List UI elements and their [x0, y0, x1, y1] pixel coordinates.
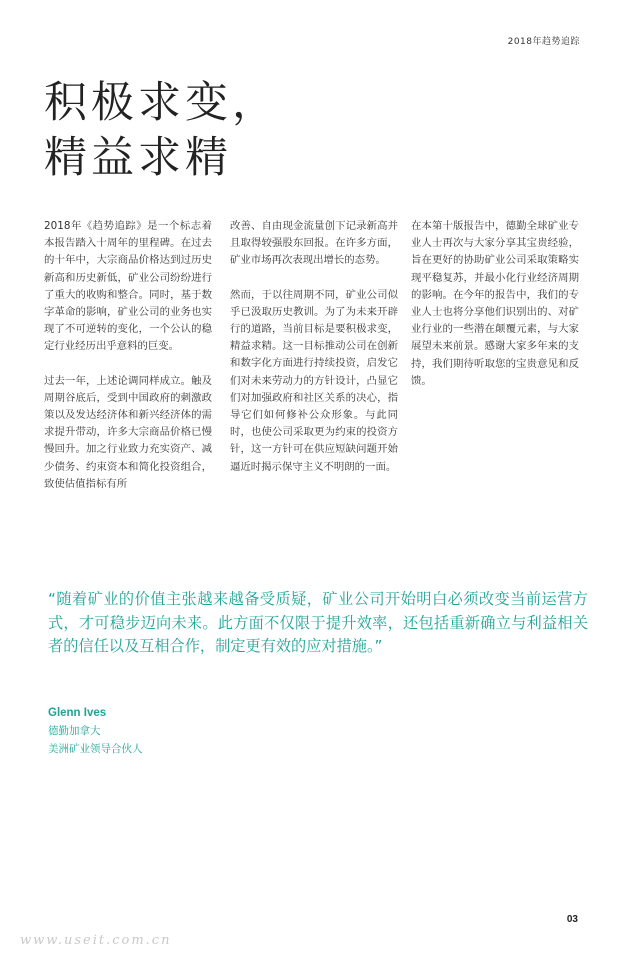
quote-attribution	[48, 704, 143, 758]
author-company: 德勤加拿大	[48, 725, 101, 737]
paragraph: 在本第十版报告中，德勤全球矿业专业人士再次与大家分享其宝贵经验，旨在更好的协助矿业公司采取策略实现平稳复苏，并最小化行业经济周期的影响。在今年的报告中，我们的专业人士也将分享他们识别出的、对矿业行业的一些潜在颠覆元素，与大家展望未来前景。感谢大家多年来的支持，我们期待听取您的宝贵意见和反馈。	[411, 220, 579, 387]
paragraph: 2018年《趋势追踪》是一个标志着本报告踏入十周年的里程碑。在过去的十年中，大宗商品价格达到过历史新高和历史新低，矿业公司纷纷进行了重大的收购和整合。同时，基于数字革命的影响，矿业公司的业务也实现了不可逆转的变化，一个公认的稳定行业经历出乎意料的巨变。	[44, 220, 212, 353]
body-column-2	[230, 218, 398, 493]
title-line-2: 精益求精	[44, 133, 232, 183]
author-name: Glenn Ives	[48, 707, 107, 719]
report-header-tag: 2018年趋势追踪	[507, 37, 580, 47]
site-watermark: www.useit.com.cn	[20, 933, 172, 948]
body-column-1	[44, 218, 212, 510]
body-column-3	[411, 218, 579, 407]
title-line-1: 积极求变，	[44, 78, 279, 128]
paragraph: 改善、自由现金流量创下记录新高并且取得较强股东回报。在许多方面，矿业市场再次表现出增长的态势。	[230, 220, 398, 267]
page-title	[44, 76, 279, 186]
author-title: 美洲矿业领导合伙人	[48, 743, 143, 755]
page-number: 03	[566, 914, 578, 925]
pull-quote: “随着矿业的价值主张越来越备受质疑，矿业公司开始明白必须改变当前运营方式，才可稳步迈向未来。此方面不仅限于提升效率，还包括重新确立与利益相关者的信任以及互相合作，制定更有效的应对措施。”	[48, 590, 588, 655]
paragraph: 过去一年，上述论调同样成立。触及周期谷底后，受到中国政府的刺激政策以及发达经济体和新兴经济体的需求提升带动，许多大宗商品价格已慢慢回升。加之行业致力充实资产、减少债务、约束资本和简化投资组合，致使估值指标有所	[44, 374, 212, 490]
paragraph: 然而，于以往周期不同，矿业公司似乎已汲取历史教训。为了为未来开辟行的道路，当前目标是要积极求变，精益求精。这一目标推动公司在创新和数字化方面进行持续投资，启发它们对未来劳动力的方针设计，凸显它们对加强政府和社区关系的决心，指导它们如何修补公众形象。与此同时，也使公司采取更为约束的投资方针，这一方针可在供应短缺问题开始逼近时揭示保守主义不明朗的一面。	[230, 288, 398, 473]
